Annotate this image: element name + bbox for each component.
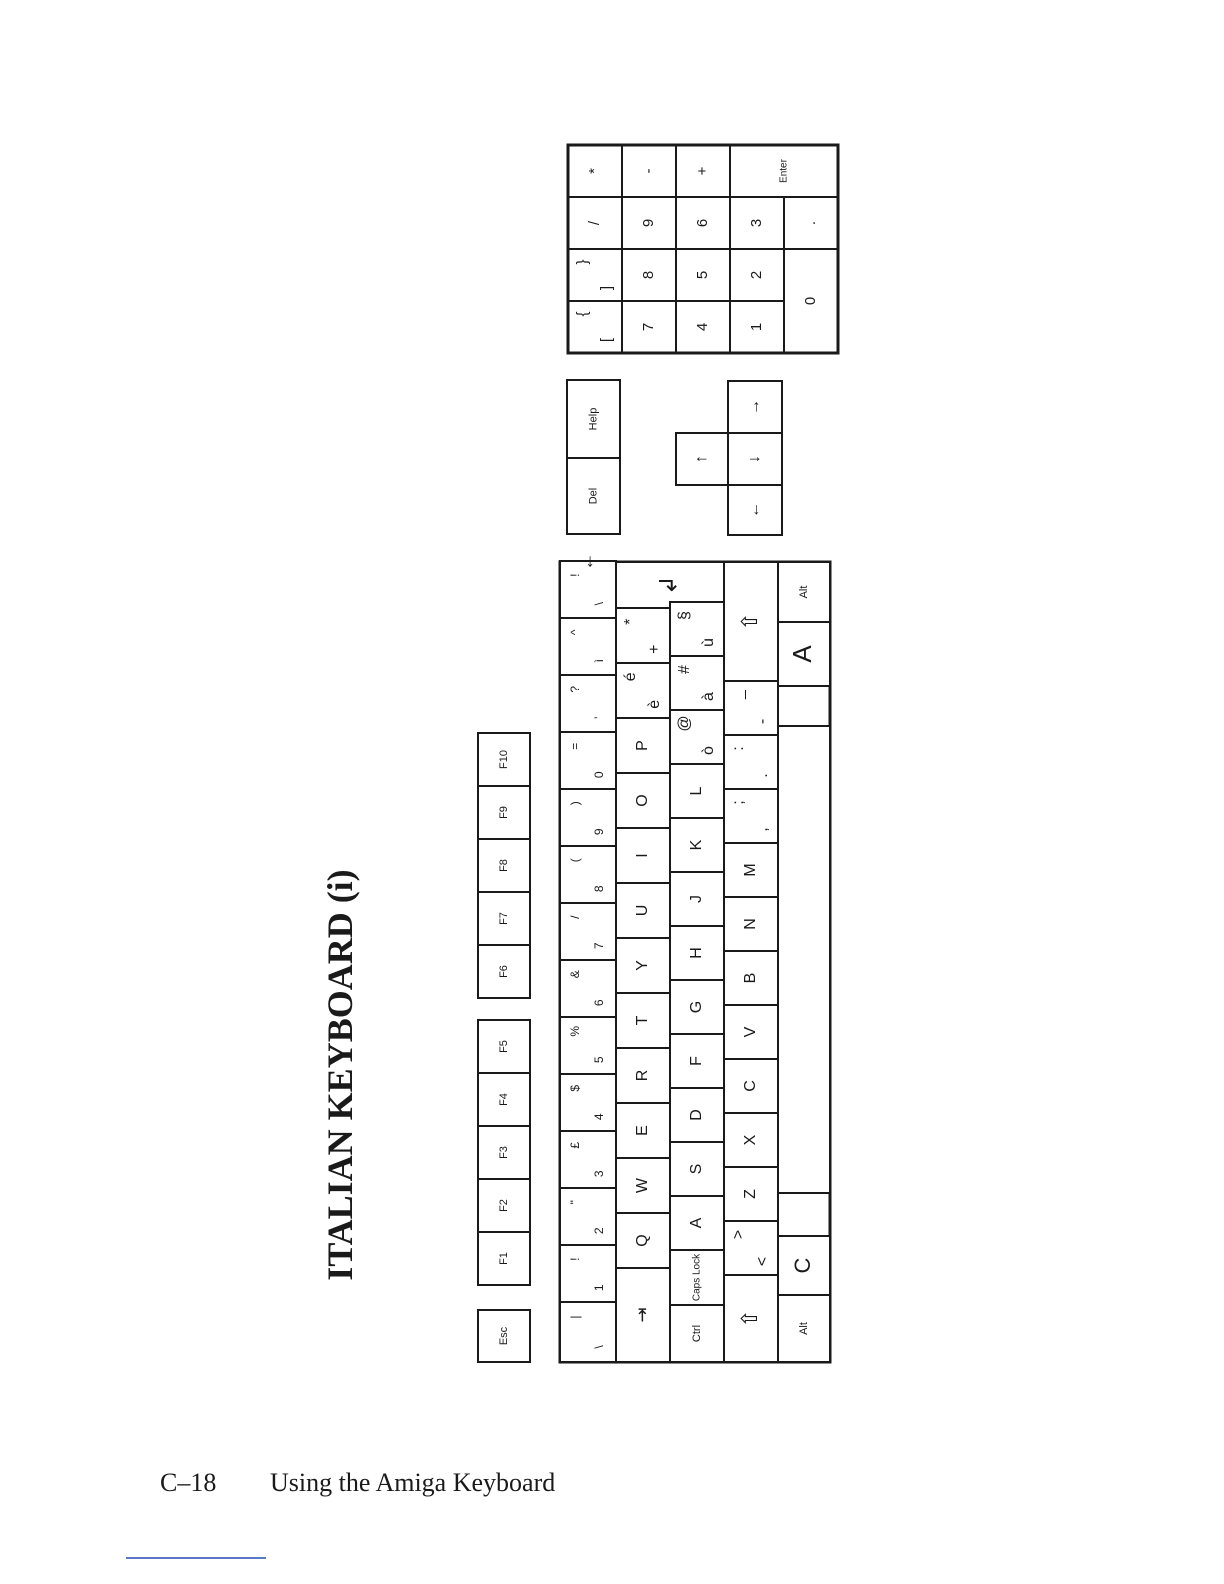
key-num-11-label: '	[592, 716, 607, 719]
key-num-1-label: 1	[592, 1284, 607, 1292]
key-q-9-label: P	[634, 740, 652, 751]
key-q-11-label: *	[622, 618, 640, 625]
key-num-4-label: $	[568, 1084, 583, 1092]
key-numpad-9-label: 5	[693, 270, 711, 280]
key-z-9-label: :	[730, 746, 748, 751]
key-f2-label: F2	[497, 1199, 510, 1212]
key-num-0-label: |	[568, 1315, 583, 1319]
key-num-2	[560, 1188, 616, 1245]
key-q-3-label: R	[634, 1069, 652, 1082]
key-q-10-label: è	[646, 699, 664, 709]
key-a-8-label: L	[688, 786, 706, 796]
key-num-3-label: 3	[592, 1170, 607, 1178]
key-arrow-up-label: ↑	[693, 455, 711, 463]
key-amiga-label: A	[786, 645, 817, 663]
key-num-13-label: !	[568, 573, 583, 577]
key-numpad-1	[568, 249, 622, 301]
key-numpad-1-label: }	[573, 259, 591, 265]
key-q-7-label: I	[634, 853, 652, 858]
key-q-5-label: Y	[634, 960, 652, 971]
key-z-10-label: _	[730, 690, 748, 699]
key-caps-lock-label: Caps Lock	[691, 1253, 703, 1302]
key-f8-label: F8	[497, 859, 510, 872]
key-num-3-label: £	[568, 1141, 583, 1149]
key-num-0	[560, 1302, 616, 1362]
key-a-6-label: J	[688, 895, 706, 903]
key-a-2-label: D	[688, 1109, 706, 1121]
key-num-2-label: 2	[592, 1227, 607, 1235]
key-a-11-label: ù	[700, 638, 718, 647]
key-z-8-label: ;	[730, 800, 748, 805]
key-num-8-label: 8	[592, 885, 607, 893]
key-num-10	[560, 732, 616, 789]
key-num-5-label: 5	[592, 1056, 607, 1064]
key-num-10-label: 0	[592, 771, 607, 779]
key-z-2-label: X	[742, 1134, 760, 1146]
key-q-2-label: E	[634, 1125, 652, 1136]
key-numpad-13-label: 2	[747, 270, 765, 280]
key-num-1	[560, 1245, 616, 1302]
key-return-label: ↲	[655, 574, 683, 596]
key-z-3-label: C	[742, 1080, 760, 1092]
key-a-9-label: @	[676, 715, 694, 732]
key-numpad-12-label: 1	[747, 322, 765, 332]
key-num-12-label: ^	[568, 629, 583, 636]
key-arrow-right-label: →	[746, 399, 764, 415]
key-q-0-label: Q	[634, 1234, 652, 1247]
key-esc-label: Esc	[497, 1326, 510, 1346]
key-z-9	[724, 735, 778, 789]
key-f4-label: F4	[497, 1093, 510, 1106]
key-num-5	[560, 1017, 616, 1074]
key-arrow-left-label: ←	[746, 502, 764, 518]
key-del-label: Del	[587, 487, 600, 505]
key-numpad-11-label: +	[693, 166, 711, 176]
key-numpad-6-label: 9	[639, 218, 657, 228]
key-num-11	[560, 675, 616, 732]
key-num-13-label: \	[592, 602, 607, 606]
key-f9-label: F9	[497, 806, 510, 819]
key-num-5-label: %	[568, 1025, 583, 1037]
key-shift-left-label: ⇧	[736, 1309, 762, 1328]
key-f7-label: F7	[497, 912, 510, 925]
key-num-6-label: &	[568, 970, 583, 979]
key-q-11-label: +	[646, 644, 664, 654]
key-z-9-label: .	[754, 773, 772, 778]
key-num-11-label: ?	[568, 685, 583, 693]
key-a-3-label: F	[688, 1056, 706, 1066]
key-num-6	[560, 960, 616, 1017]
key-z-0-label: <	[754, 1256, 772, 1267]
key-num-9-label: )	[568, 801, 583, 806]
key-backspace-label: ←	[576, 552, 597, 571]
key-numpad-dot-label: .	[801, 220, 819, 226]
key-a-5-label: H	[688, 947, 706, 959]
key-numpad-4-label: 7	[639, 322, 657, 332]
key-a-11-label: §	[676, 611, 694, 620]
key-num-0-label: \	[592, 1345, 607, 1349]
key-numpad-14-label: 3	[747, 218, 765, 228]
key-a-4-label: G	[688, 1000, 706, 1014]
key-z-7-label: M	[742, 863, 760, 877]
key-num-12	[560, 618, 616, 675]
key-numpad-enter-label: Enter	[778, 159, 790, 183]
key-q-10-label: é	[622, 672, 640, 682]
key-shift-right-label: ⇧	[736, 612, 762, 631]
key-num-7-label: 7	[592, 942, 607, 950]
key-z-8-label: ,	[754, 827, 772, 832]
key-numpad-0-label: {	[573, 311, 591, 317]
key-num-1-label: !	[568, 1257, 583, 1261]
key-num-9	[560, 789, 616, 846]
key-numpad-0	[568, 301, 622, 353]
key-f5-label: F5	[497, 1040, 510, 1053]
key-numpad-2-label: /	[585, 220, 603, 226]
key-arrow-down-label: ↓	[746, 455, 764, 463]
key-space	[778, 726, 830, 1193]
key-num-3	[560, 1131, 616, 1188]
key-ctrl-label: Ctrl	[690, 1324, 703, 1343]
key-a-10-label: à	[700, 692, 718, 701]
key-f6-label: F6	[497, 965, 510, 978]
key-q-10	[616, 663, 670, 718]
key-num-7-label: /	[568, 915, 583, 919]
key-num-4-label: 4	[592, 1113, 607, 1121]
key-num-8	[560, 846, 616, 903]
key-q-6-label: U	[634, 904, 652, 917]
key-q-1-label: W	[634, 1177, 652, 1194]
key-commodore-label: C	[789, 1257, 815, 1274]
key-a-0-label: A	[688, 1217, 706, 1229]
key-z-5-label: B	[742, 972, 760, 984]
key-z-10-label: -	[754, 718, 772, 725]
key-alt-left-label: Alt	[797, 1322, 810, 1335]
key-z-8	[724, 789, 778, 843]
key-numpad-3-label: *	[585, 168, 603, 174]
key-z-1-label: Z	[742, 1189, 760, 1199]
key-num-12-label: ì	[592, 659, 607, 663]
key-numpad-5-label: 8	[639, 270, 657, 280]
key-num-4	[560, 1074, 616, 1131]
key-numpad-7-label: -	[639, 168, 657, 174]
key-num-2-label: "	[568, 1200, 583, 1205]
page-number: C–18	[160, 1468, 217, 1497]
key-numpad-0-label: [	[597, 337, 615, 343]
key-f10-label: F10	[497, 750, 510, 769]
key-a-7-label: K	[688, 839, 706, 851]
key-f3-label: F3	[497, 1146, 510, 1159]
key-numpad-1-label: ]	[597, 285, 615, 291]
page-title: ITALIAN KEYBOARD (i)	[320, 869, 360, 1281]
key-z-0-label: >	[730, 1229, 748, 1240]
key-numpad-10-label: 6	[693, 218, 711, 228]
key-z-4-label: V	[742, 1026, 760, 1038]
key-f1-label: F1	[497, 1252, 510, 1265]
key-q-8-label: O	[634, 794, 652, 807]
key-q-4-label: T	[634, 1015, 652, 1026]
footer-rule	[126, 1557, 266, 1559]
section-title: Using the Amiga Keyboard	[270, 1468, 556, 1497]
key-num-9-label: 9	[592, 828, 607, 836]
key-numpad-8-label: 4	[693, 322, 711, 332]
key-tab-label: ⇥	[631, 1307, 652, 1323]
key-a-1-label: S	[688, 1163, 706, 1175]
key-num-10-label: =	[568, 742, 583, 750]
key-z-6-label: N	[742, 918, 760, 930]
key-a-9-label: ò	[700, 746, 718, 755]
key-alt-right-label: Alt	[797, 585, 810, 599]
key-numpad-0-label: 0	[801, 296, 819, 306]
key-num-6-label: 6	[592, 999, 607, 1007]
key-help-label: Help	[587, 407, 600, 431]
key-num-7	[560, 903, 616, 960]
key-z-10	[724, 681, 778, 735]
key-num-8-label: (	[568, 858, 583, 863]
key-a-10-label: #	[676, 665, 694, 674]
